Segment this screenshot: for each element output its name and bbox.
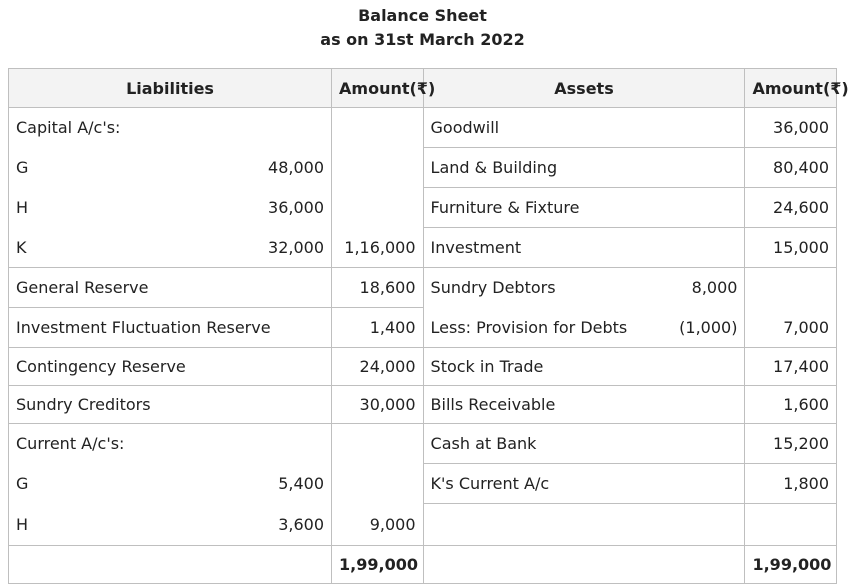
general-reserve-amount: 18,600 <box>332 268 424 308</box>
contingency-label: Contingency Reserve <box>9 348 332 386</box>
current-g-cell <box>9 464 332 504</box>
contingency-amount: 24,000 <box>332 348 424 386</box>
table-row <box>9 148 837 188</box>
asset-k-current-label: K's Current A/c <box>423 464 745 504</box>
asset-provision-value: (1,000) <box>679 317 738 337</box>
page-title: Balance Sheet <box>358 6 487 25</box>
empty-cell <box>423 546 745 584</box>
capital-heading: Capital A/c's: <box>9 108 332 148</box>
capital-g-cell <box>9 148 332 188</box>
asset-investment-amount: 15,000 <box>745 228 837 268</box>
table-row <box>9 386 837 424</box>
totals-row <box>9 546 837 584</box>
empty-cell <box>332 424 424 464</box>
balance-sheet-table <box>8 68 849 584</box>
header-row <box>9 69 837 108</box>
table-row <box>9 348 837 386</box>
asset-goodwill-amount: 36,000 <box>745 108 837 148</box>
empty-cell <box>745 268 837 308</box>
current-h-cell <box>9 504 332 546</box>
page-subtitle: as on 31st March 2022 <box>320 30 525 49</box>
asset-stock-label: Stock in Trade <box>423 348 745 386</box>
liabilities-total: 1,99,000 <box>332 546 424 584</box>
capital-amount-cell <box>332 108 424 148</box>
asset-land-amount: 80,400 <box>745 148 837 188</box>
asset-provision-cell <box>423 308 745 348</box>
current-total: 9,000 <box>332 504 424 546</box>
table-row <box>9 308 837 348</box>
table-row <box>9 188 837 228</box>
capital-g-name: G <box>16 158 29 177</box>
empty-cell <box>745 504 837 546</box>
asset-goodwill-label: Goodwill <box>423 108 745 148</box>
capital-h-cell <box>9 188 332 228</box>
table-row <box>9 268 837 308</box>
creditors-amount: 30,000 <box>332 386 424 424</box>
asset-cash-amount: 15,200 <box>745 424 837 464</box>
empty-cell <box>423 504 745 546</box>
asset-furniture-label: Furniture & Fixture <box>423 188 745 228</box>
title-block <box>0 4 845 52</box>
capital-h-name: H <box>16 198 29 217</box>
current-g-value: 5,400 <box>278 474 325 493</box>
table-row <box>9 504 837 546</box>
current-h-name: H <box>16 514 29 534</box>
asset-provision-label: Less: Provision for Debts <box>430 317 628 337</box>
table-row <box>9 108 837 148</box>
empty-cell <box>332 464 424 504</box>
table-row <box>9 228 837 268</box>
header-liabilities: Liabilities <box>9 69 332 108</box>
header-amount-left: Amount(₹) <box>332 69 424 108</box>
current-h-value: 3,600 <box>278 514 325 534</box>
capital-k-name: K <box>16 237 27 257</box>
assets-total: 1,99,000 <box>745 546 837 584</box>
creditors-label: Sundry Creditors <box>9 386 332 424</box>
asset-bills-amount: 1,600 <box>745 386 837 424</box>
capital-total: 1,16,000 <box>332 228 424 268</box>
current-g-name: G <box>16 474 29 493</box>
capital-h-value: 36,000 <box>268 198 325 217</box>
asset-furniture-amount: 24,600 <box>745 188 837 228</box>
asset-investment-label: Investment <box>423 228 745 268</box>
current-heading: Current A/c's: <box>9 424 332 464</box>
general-reserve-label: General Reserve <box>9 268 332 308</box>
ifr-label: Investment Fluctuation Reserve <box>9 308 332 348</box>
capital-k-value: 32,000 <box>268 237 325 257</box>
table-row <box>9 464 837 504</box>
empty-cell <box>332 148 424 188</box>
ifr-amount: 1,400 <box>332 308 424 348</box>
header-amount-right: Amount(₹) <box>745 69 837 108</box>
asset-land-label: Land & Building <box>423 148 745 188</box>
header-assets: Assets <box>423 69 745 108</box>
asset-debtors-cell <box>423 268 745 308</box>
asset-bills-label: Bills Receivable <box>423 386 745 424</box>
asset-debtors-value: 8,000 <box>691 278 738 298</box>
capital-k-cell <box>9 228 332 268</box>
empty-cell <box>332 188 424 228</box>
empty-cell <box>9 546 332 584</box>
asset-cash-label: Cash at Bank <box>423 424 745 464</box>
asset-debtors-label: Sundry Debtors <box>430 278 556 298</box>
asset-k-current-amount: 1,800 <box>745 464 837 504</box>
capital-g-value: 48,000 <box>268 158 325 177</box>
table-row <box>9 424 837 464</box>
asset-stock-amount: 17,400 <box>745 348 837 386</box>
asset-debtors-net-amount: 7,000 <box>745 308 837 348</box>
